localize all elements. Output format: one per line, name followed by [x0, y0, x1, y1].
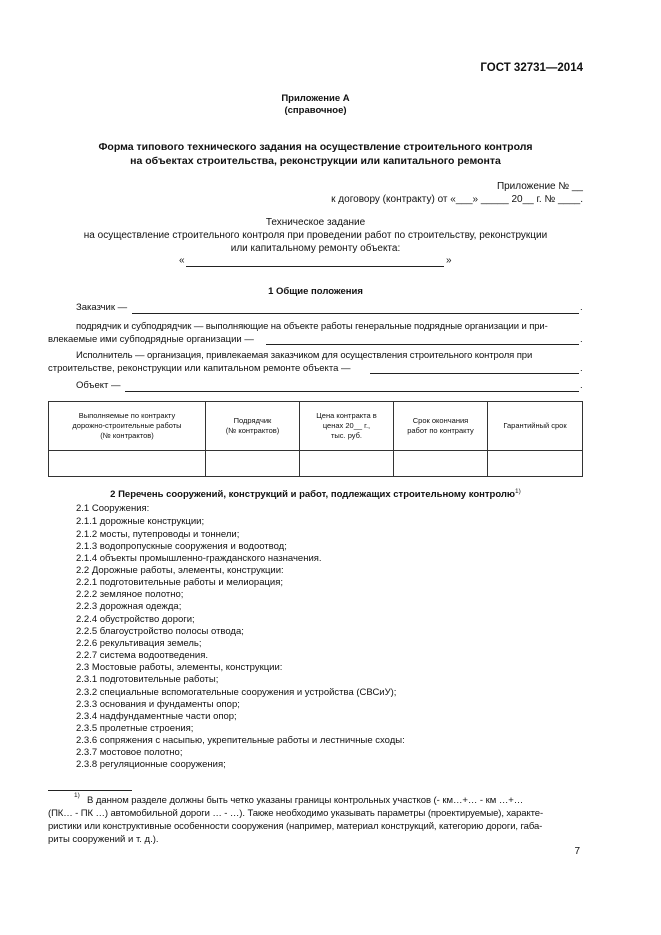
customer-period: . [580, 302, 583, 313]
header-price: Цена контракта в ценах 20__ г., тыс. руб. [300, 402, 394, 451]
header-contractor: Подрядчик (№ контрактов) [206, 402, 300, 451]
list-item: 2.1.2 мосты, путепроводы и тоннели; [76, 529, 240, 540]
object-name-field [186, 266, 444, 267]
attachment-number: Приложение № __ [496, 181, 583, 192]
footnote-line2: (ПК… - ПК …) автомобильной дороги … - …). Также необходимо указывать параметры (проектируемые), характе- [48, 808, 544, 819]
list-item: 2.3.5 пролетные строения; [76, 723, 194, 734]
list-item: 2.2.4 обустройство дороги; [76, 614, 195, 625]
executor-line2: строительстве, реконструкции или капитальном ремонте объекта — [48, 363, 351, 374]
contractor-line1: подрядчик и субподрядчик — выполняющие на объекте работы генеральные подрядные организации и при- [76, 321, 548, 332]
contracts-table [48, 401, 583, 477]
standard-code: ГОСТ 32731—2014 [480, 62, 583, 74]
footnote-line3: ристики или конструктивные особенности сооружения (например, материал конструкций, категорию дороги, габа- [48, 821, 543, 832]
form-title-line2: на объектах строительства, реконструкции или капитального ремонта [130, 155, 501, 167]
list-item: 2.1.3 водопропускные сооружения и водоотвод; [76, 541, 287, 552]
list-item: 2.3.6 сопряжения с насыпью, укрепительные работы и лестничные сходы: [76, 735, 405, 746]
section2-title: 2 Перечень сооружений, конструкций и работ, подлежащих строительному контролю$^{1)}$ [110, 488, 521, 501]
contractor-field [266, 344, 579, 345]
list-item: 2.1.1 дорожные конструкции; [76, 516, 205, 527]
list-item: 2.2.7 система водоотведения. [76, 650, 209, 661]
list-item: 2.3.1 подготовительные работы; [76, 674, 219, 685]
list-item: 2.1.4 объекты промышленно-гражданского назначения. [76, 553, 322, 564]
list-item: 2.3.2 специальные вспомогательные сооружения и устройства (СВСиУ); [76, 687, 397, 698]
attachment-contract: к договору (контракту) от «___» _____ 20__ г. № ____. [331, 194, 583, 205]
footnote-marker: 1) [74, 792, 80, 799]
object-field [125, 391, 579, 392]
page-number: 7 [574, 846, 580, 857]
executor-period: . [580, 363, 583, 374]
appendix-subtitle: (справочное) [284, 105, 347, 116]
list-item: 2.2.5 благоустройство полосы отвода; [76, 626, 244, 637]
list-item: 2.2.2 земляное полотно; [76, 589, 184, 600]
contractor-period: . [580, 334, 583, 345]
tz-line3: или капитальному ремонту объекта: [230, 243, 401, 254]
list-item: 2.2.3 дорожная одежда; [76, 601, 182, 612]
appendix-title: Приложение А [281, 93, 350, 104]
contractor-line2: влекаемые ими субподрядные организации — [48, 334, 254, 345]
quote-close: » [446, 255, 452, 266]
footnote-line4: риты сооружений и т. д.). [48, 834, 159, 845]
table-row [49, 451, 583, 477]
header-warranty: Гарантийный срок [488, 402, 583, 451]
section1-title: 1 Общие положения [268, 286, 363, 297]
executor-line1: Исполнитель — организация, привлекаемая заказчиком для осуществления строительного контроля при [76, 350, 533, 361]
object-label: Объект — [76, 380, 121, 391]
list-item: 2.3.8 регуляционные сооружения; [76, 759, 226, 770]
list-item: 2.3.4 надфундаментные части опор; [76, 711, 237, 722]
list-item: 2.2.1 подготовительные работы и мелиорация; [76, 577, 284, 588]
executor-field [370, 373, 579, 374]
object-period: . [580, 380, 583, 391]
header-deadline: Срок окончания работ по контракту [394, 402, 488, 451]
quote-open: « [179, 255, 185, 266]
list-item: 2.3.7 мостовое полотно; [76, 747, 183, 758]
footnote-separator [48, 790, 132, 791]
list-item: 2.2 Дорожные работы, элементы, конструкции: [76, 565, 284, 576]
footnote-line1: В данном разделе должны быть четко указаны границы контрольных участков (- км…+… - км …+… [87, 795, 524, 806]
customer-field [132, 313, 579, 314]
table-header-row [49, 402, 583, 451]
header-works: Выполняемые по контракту дорожно-строительные работы (№ контрактов) [49, 402, 206, 451]
list-item: 2.3.3 основания и фундаменты опор; [76, 699, 240, 710]
tz-line2: на осуществление строительного контроля при проведении работ по строительству, реконструкции [83, 230, 548, 241]
list-item: 2.3 Мостовые работы, элементы, конструкции: [76, 662, 283, 673]
form-title-line1: Форма типового технического задания на осуществление строительного контроля [98, 141, 533, 153]
list-item: 2.1 Сооружения: [76, 503, 150, 514]
tz-title: Техническое задание [265, 217, 366, 228]
list-item: 2.2.6 рекультивация земель; [76, 638, 202, 649]
customer-label: Заказчик — [76, 302, 128, 313]
